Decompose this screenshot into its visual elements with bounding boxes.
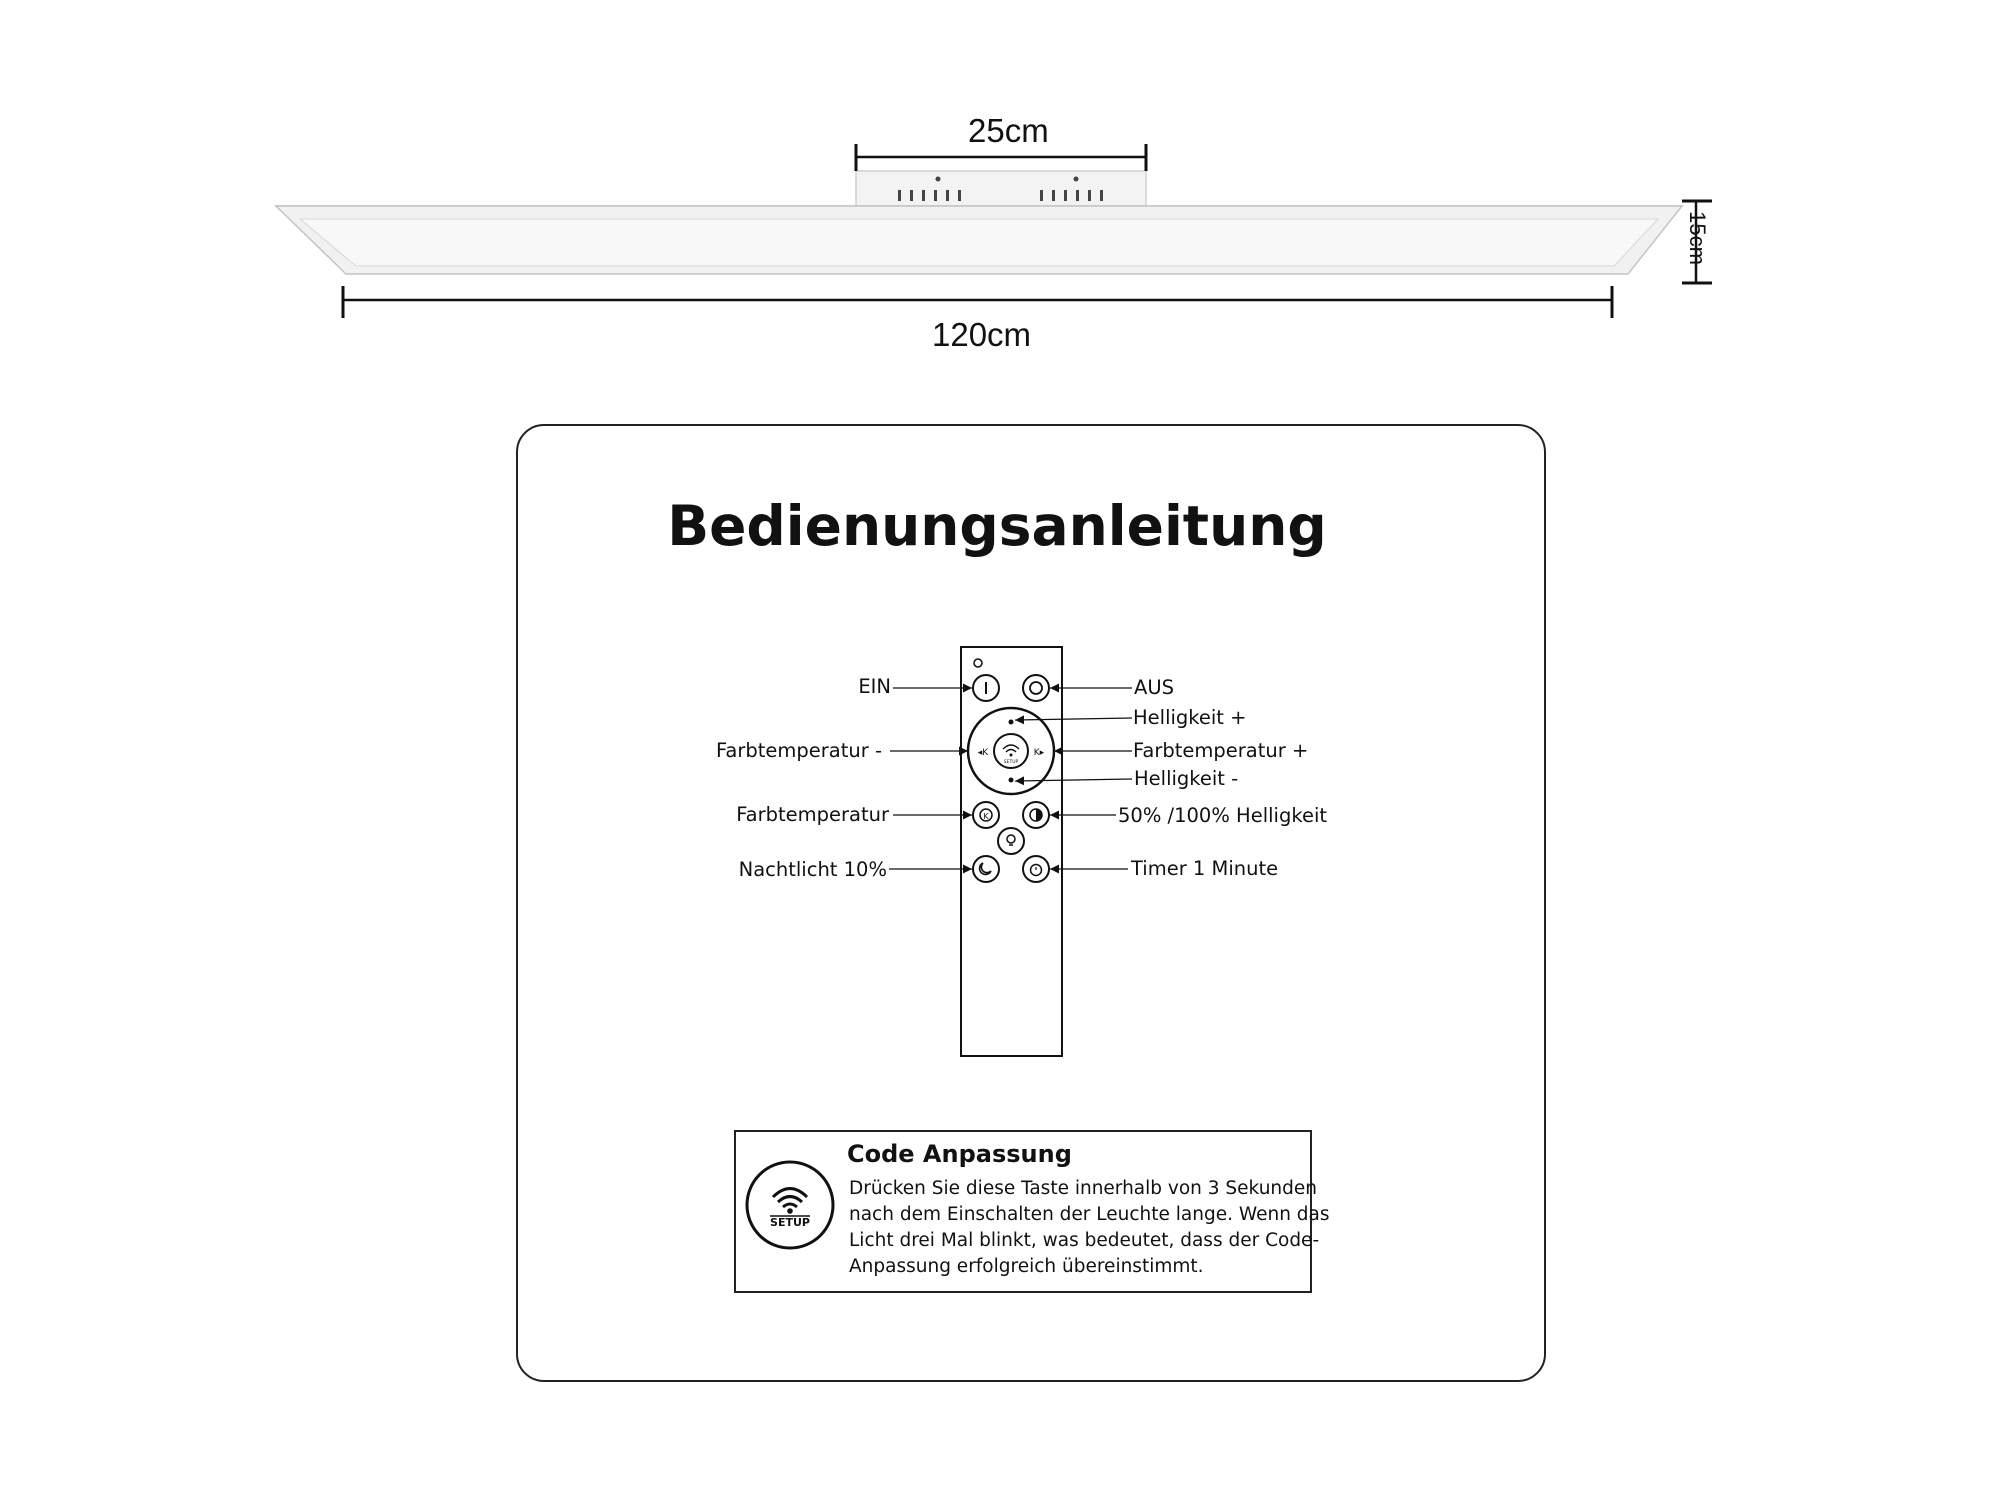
label-night-light: Nachtlicht 10% bbox=[738, 858, 887, 881]
label-brightness-down: Helligkeit - bbox=[1134, 767, 1239, 790]
label-timer: Timer 1 Minute bbox=[1131, 857, 1279, 880]
code-line: Drücken Sie diese Taste innerhalb von 3 Sekunden bbox=[849, 1178, 1318, 1199]
label-on: EIN bbox=[858, 675, 891, 698]
width-dimension-label: 25cm bbox=[968, 112, 1049, 149]
setup-icon bbox=[745, 1160, 835, 1250]
label-brightness-up: Helligkeit + bbox=[1133, 706, 1247, 729]
label-color-temp-up: Farbtemperatur + bbox=[1133, 739, 1309, 762]
length-dimension-label: 120cm bbox=[932, 316, 1032, 353]
setup-label: SETUP bbox=[770, 1216, 810, 1229]
label-brightness-50-100: 50% /100% Helligkeit bbox=[1118, 804, 1328, 827]
code-description bbox=[849, 1176, 1330, 1280]
manual-title: Bedienungsanleitung bbox=[667, 494, 1327, 558]
light-button bbox=[998, 828, 1024, 854]
code-line: Anpassung erfolgreich übereinstimmt. bbox=[849, 1256, 1204, 1277]
label-off: AUS bbox=[1134, 676, 1174, 699]
k-right-icon: K▸ bbox=[1033, 748, 1045, 758]
svg-text:SETUP: SETUP bbox=[1003, 760, 1019, 765]
label-color-temp: Farbtemperatur bbox=[736, 803, 889, 826]
off-button bbox=[1023, 675, 1049, 701]
code-line: Licht drei Mal blinkt, was bedeutet, dass der Code- bbox=[849, 1230, 1320, 1251]
code-line: nach dem Einschalten der Leuchte lange. Wenn das bbox=[849, 1204, 1330, 1225]
night-light-button bbox=[973, 856, 999, 882]
label-color-temp-down: Farbtemperatur - bbox=[715, 739, 882, 762]
k-left-icon: ◂K bbox=[977, 748, 989, 758]
remote-led bbox=[974, 659, 982, 667]
height-dimension-label: 15cm bbox=[1685, 211, 1710, 265]
svg-text:K: K bbox=[983, 812, 989, 821]
code-title: Code Anpassung bbox=[847, 1140, 1072, 1168]
